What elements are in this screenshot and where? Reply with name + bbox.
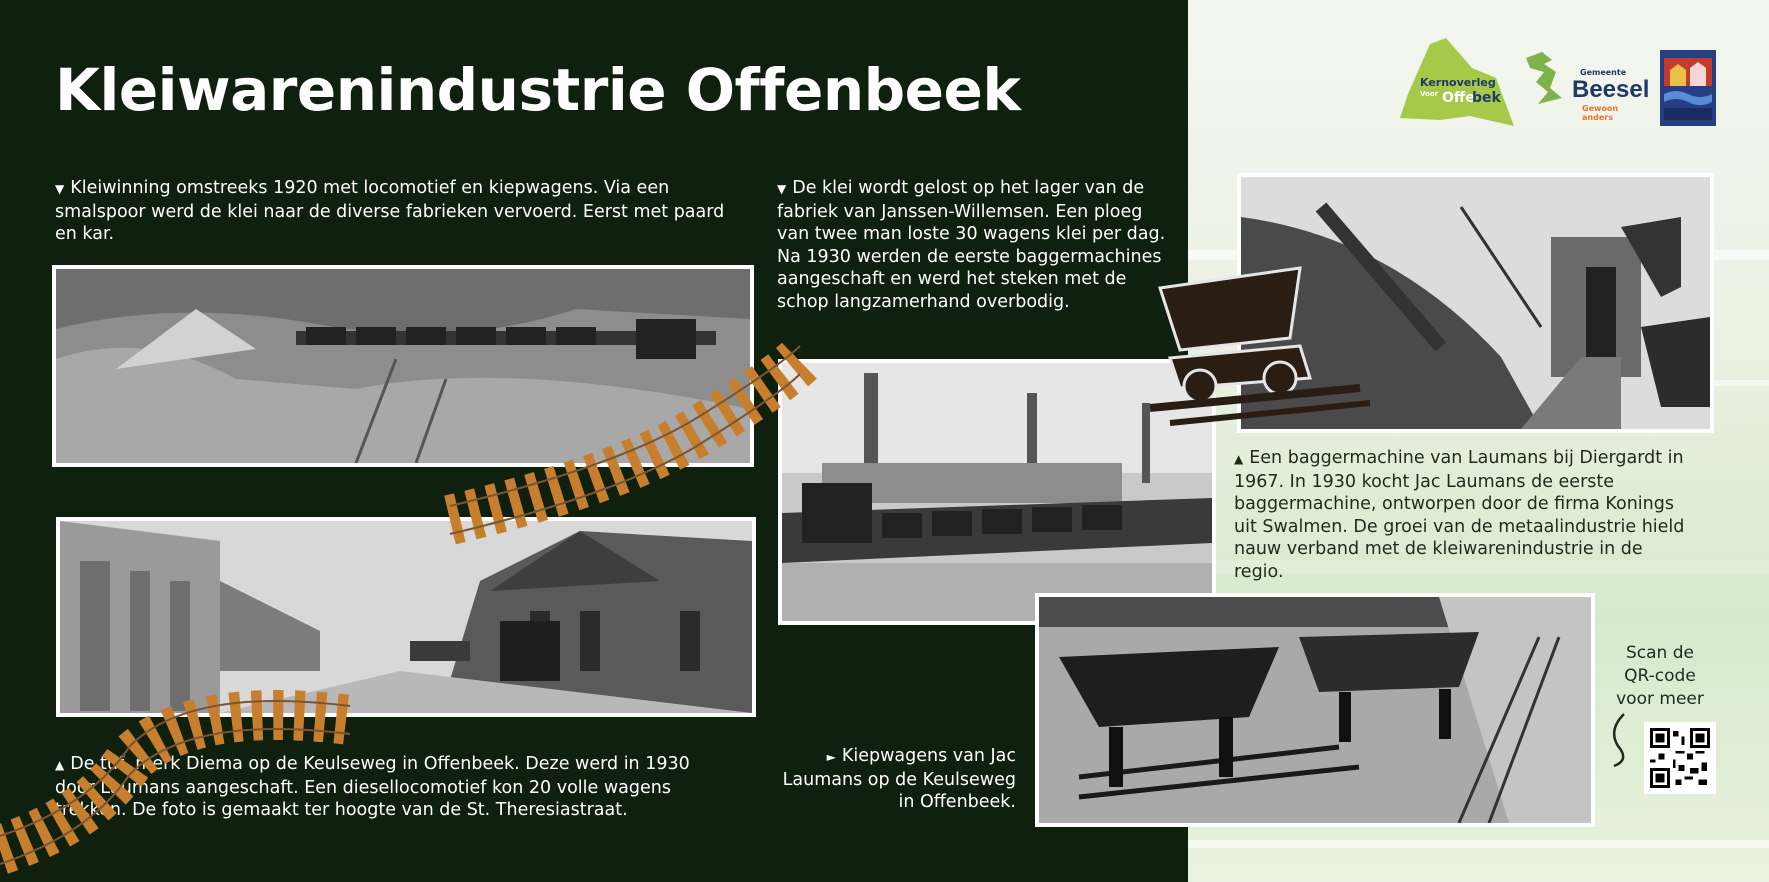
- page-title: Kleiwarenindustrie Offenbeek: [55, 56, 1021, 124]
- caption-dredger: ▲ Een baggermachine van Laumans bij Diergardt in 1967. In 1930 kocht Jac Laumans de eerste baggermachine, ontworpen door de firma Konings uit Swalmen. De groei van de metaalindustrie hield nauw verband met de kleiwarenindustrie in de regio.: [1234, 448, 1685, 582]
- beesel-logo: Gemeente Beesel Gewoon anders: [1522, 48, 1647, 118]
- qr-code-icon[interactable]: [1644, 722, 1716, 794]
- triangle-up-icon: ▲: [55, 758, 65, 772]
- photo-tipper-wagons: [1035, 593, 1595, 827]
- caption-clay-extraction: ▼ Kleiwinning omstreeks 1920 met locomotief en kiepwagens. Via een smalspoor werd de klei naar de diverse fabrieken vervoerd. Eerst met paard en kar.: [55, 178, 725, 244]
- photo-keulseweg-locomotive: [56, 517, 756, 717]
- mine-cart-icon: [1150, 258, 1370, 428]
- curved-arrow-icon: [1604, 710, 1644, 780]
- triangle-right-icon: ►: [826, 750, 836, 764]
- crest-icon: [1660, 50, 1716, 126]
- triangle-down-icon: ▼: [777, 182, 787, 196]
- triangle-down-icon: ▼: [55, 182, 65, 196]
- caption-clay-unloading: ▼ De klei wordt gelost op het lager van de fabriek van Janssen-Willemsen. Een ploeg van twee man loste 30 wagens klei per dag. Na 1930 werden de eerste baggermachines aangeschaft en werd het steken met de schop langzamerhand overbodig.: [777, 178, 1166, 312]
- caption-locomotive: ▲ De tuf, merk Diema op de Keulseweg in Offenbeek. Deze werd in 1930 door Laumans aangeschaft. Een diesellocomotief kon 20 volle wagens trekken. De foto is gemaakt ter hoogte van de St. Theresiastraat.: [55, 754, 690, 820]
- qr-instruction: Scan de QR-code voor meer: [1616, 643, 1704, 709]
- photo-clay-pit: [52, 265, 754, 467]
- kernoverleg-logo: Kernoverleg Voor Offe bek: [1400, 38, 1515, 130]
- logo-bar: [1400, 38, 1730, 130]
- triangle-up-icon: ▲: [1234, 452, 1244, 466]
- caption-tipper-wagons: ► Kiepwagens van Jac Laumans op de Keulseweg in Offenbeek.: [782, 746, 1016, 812]
